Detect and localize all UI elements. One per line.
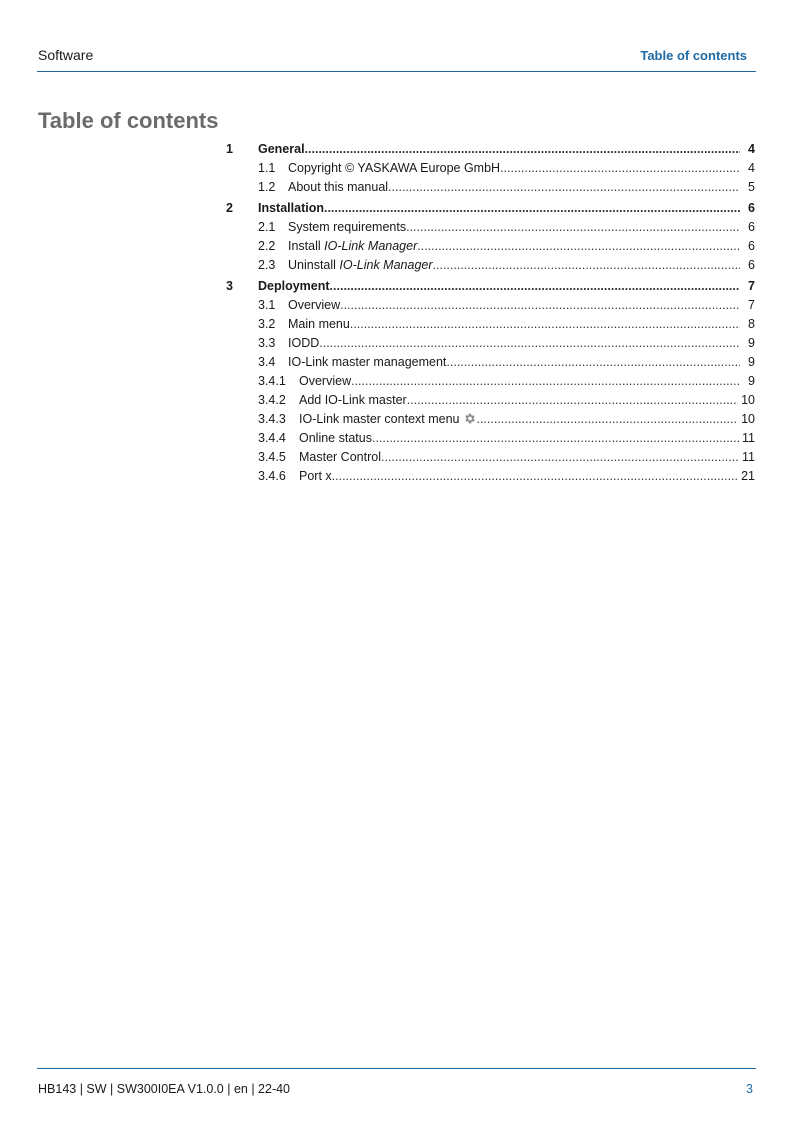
toc-entry-label-text: Master Control xyxy=(299,450,381,464)
toc-entry-number: 3.1 xyxy=(258,298,276,312)
toc-entry-label-text: Port x xyxy=(299,469,332,483)
gear-icon xyxy=(463,412,476,425)
table-of-contents xyxy=(226,140,755,486)
toc-entry-label-text: Overview xyxy=(299,374,352,388)
toc-entry-page: 4 xyxy=(748,161,755,175)
toc-leader-dots xyxy=(381,448,739,467)
toc-entry-page: 4 xyxy=(748,142,755,156)
toc-entry-page: 9 xyxy=(748,374,755,388)
toc-entry-3-3[interactable] xyxy=(226,334,755,353)
toc-entry-number: 3.3 xyxy=(258,336,276,350)
toc-entry-page: 9 xyxy=(748,336,755,350)
toc-entry-page: 6 xyxy=(748,220,755,234)
toc-entry-number: 3 xyxy=(226,279,233,293)
toc-entry-page: 11 xyxy=(742,450,755,464)
toc-leader-dots xyxy=(332,467,738,486)
footer-divider xyxy=(37,1068,756,1069)
toc-entry-page: 8 xyxy=(748,317,755,331)
toc-leader-dots xyxy=(476,410,738,429)
toc-entry-label-text: Main menu xyxy=(288,317,350,331)
toc-entry-label xyxy=(288,218,406,237)
toc-leader-dots xyxy=(351,372,740,391)
toc-entry-label xyxy=(288,353,446,372)
page-title: Table of contents xyxy=(38,108,219,133)
toc-entry-page: 11 xyxy=(742,431,755,445)
toc-leader-dots xyxy=(433,256,740,275)
toc-entry-number: 3.4.3 xyxy=(258,412,286,426)
toc-entry-page: 6 xyxy=(748,239,755,253)
footer-document-id: HB143 | SW | SW300I0EA V1.0.0 | en | 22-40 xyxy=(38,1082,291,1096)
toc-entry-number: 3.2 xyxy=(258,317,276,331)
toc-leader-dots xyxy=(388,178,740,197)
toc-entry-label-text: Install xyxy=(288,239,325,253)
toc-leader-dots xyxy=(406,218,740,237)
toc-entry-page: 5 xyxy=(748,180,755,194)
toc-entry-label-text: General xyxy=(258,142,305,156)
toc-leader-dots xyxy=(330,277,740,296)
toc-entry-number: 3.4.4 xyxy=(258,431,286,445)
toc-entry-page: 7 xyxy=(748,298,755,312)
toc-leader-dots xyxy=(350,315,740,334)
toc-entry-label xyxy=(288,256,433,275)
toc-entry-1-1[interactable] xyxy=(226,159,755,178)
header-divider xyxy=(37,71,756,72)
header-section-name: Software xyxy=(38,47,94,63)
toc-entry-label xyxy=(258,277,330,296)
toc-leader-dots xyxy=(407,391,738,410)
toc-entry-number: 1.1 xyxy=(258,161,276,175)
toc-entry-label-text: Copyright © YASKAWA Europe GmbH xyxy=(288,161,501,175)
toc-entry-label xyxy=(288,159,500,178)
toc-entry-2-1[interactable] xyxy=(226,218,755,237)
toc-entry-label xyxy=(288,315,350,334)
toc-entry-number: 2.2 xyxy=(258,239,276,253)
toc-entry-2-2[interactable] xyxy=(226,237,755,256)
toc-entry-label-text: Add IO-Link master xyxy=(299,393,407,407)
toc-entry-label-text: Uninstall xyxy=(288,258,340,272)
toc-leader-dots xyxy=(340,296,740,315)
toc-entry-label-text: Deployment xyxy=(258,279,330,293)
toc-entry-label xyxy=(299,391,407,410)
toc-entry-2-3[interactable] xyxy=(226,256,755,275)
toc-entry-label xyxy=(299,448,381,467)
toc-entry-3-4-5[interactable] xyxy=(226,448,755,467)
toc-entry-page: 7 xyxy=(748,279,755,293)
toc-entry-page: 6 xyxy=(748,258,755,272)
toc-entry-page: 21 xyxy=(741,469,755,483)
toc-leader-dots xyxy=(324,199,740,218)
toc-entry-number: 2.1 xyxy=(258,220,276,234)
toc-entry-label-text: Overview xyxy=(288,298,341,312)
toc-entry-page: 9 xyxy=(748,355,755,369)
toc-entry-number: 2 xyxy=(226,201,233,215)
toc-entry-3-4-1[interactable] xyxy=(226,372,755,391)
toc-leader-dots xyxy=(500,159,740,178)
toc-entry-3-1[interactable] xyxy=(226,296,755,315)
toc-entry-3-2[interactable] xyxy=(226,315,755,334)
toc-entry-label xyxy=(288,334,319,353)
toc-entry-label xyxy=(288,178,388,197)
toc-entry-label xyxy=(258,140,305,159)
toc-entry-label xyxy=(288,296,340,315)
toc-leader-dots xyxy=(446,353,740,372)
toc-entry-1-2[interactable] xyxy=(226,178,755,197)
toc-entry-3[interactable] xyxy=(226,277,755,296)
toc-entry-3-4-3[interactable] xyxy=(226,410,755,429)
toc-entry-number: 3.4.1 xyxy=(258,374,286,388)
toc-entry-3-4-2[interactable] xyxy=(226,391,755,410)
toc-entry-number: 3.4.5 xyxy=(258,450,286,464)
toc-entry-page: 6 xyxy=(748,201,755,215)
toc-entry-page: 10 xyxy=(741,393,755,407)
toc-entry-label-text: About this manual xyxy=(288,180,389,194)
toc-entry-label xyxy=(299,410,476,429)
toc-entry-label xyxy=(288,237,417,256)
toc-entry-label-text: Online status xyxy=(299,431,372,445)
toc-entry-3-4-4[interactable] xyxy=(226,429,755,448)
toc-leader-dots xyxy=(305,140,740,159)
toc-entry-1[interactable] xyxy=(226,140,755,159)
toc-entry-page: 10 xyxy=(741,412,755,426)
toc-leader-dots xyxy=(417,237,740,256)
toc-entry-label xyxy=(299,467,332,486)
toc-entry-3-4-6[interactable] xyxy=(226,467,755,486)
toc-entry-label-italic: IO-Link Manager xyxy=(339,258,433,272)
toc-entry-number: 3.4 xyxy=(258,355,276,369)
toc-entry-number: 1 xyxy=(226,142,233,156)
toc-entry-3-4[interactable] xyxy=(226,353,755,372)
header-chapter-name: Table of contents xyxy=(640,48,747,63)
toc-entry-number: 3.4.2 xyxy=(258,393,286,407)
toc-entry-label-italic: IO-Link Manager xyxy=(324,239,418,253)
toc-entry-label-text: System requirements xyxy=(288,220,407,234)
toc-entry-label-text: IO-Link master context menu xyxy=(299,412,460,426)
toc-entry-label-text: IO-Link master management xyxy=(288,355,447,369)
toc-entry-2[interactable] xyxy=(226,199,755,218)
toc-leader-dots xyxy=(372,429,739,448)
toc-entry-label xyxy=(258,199,324,218)
toc-entry-label xyxy=(299,372,351,391)
toc-entry-label-text: Installation xyxy=(258,201,324,215)
toc-entry-label-text: IODD xyxy=(288,336,320,350)
toc-entry-number: 2.3 xyxy=(258,258,276,272)
toc-entry-number: 3.4.6 xyxy=(258,469,286,483)
toc-entry-number: 1.2 xyxy=(258,180,276,194)
toc-leader-dots xyxy=(319,334,740,353)
toc-entry-label xyxy=(299,429,372,448)
footer-page-number: 3 xyxy=(746,1082,753,1096)
